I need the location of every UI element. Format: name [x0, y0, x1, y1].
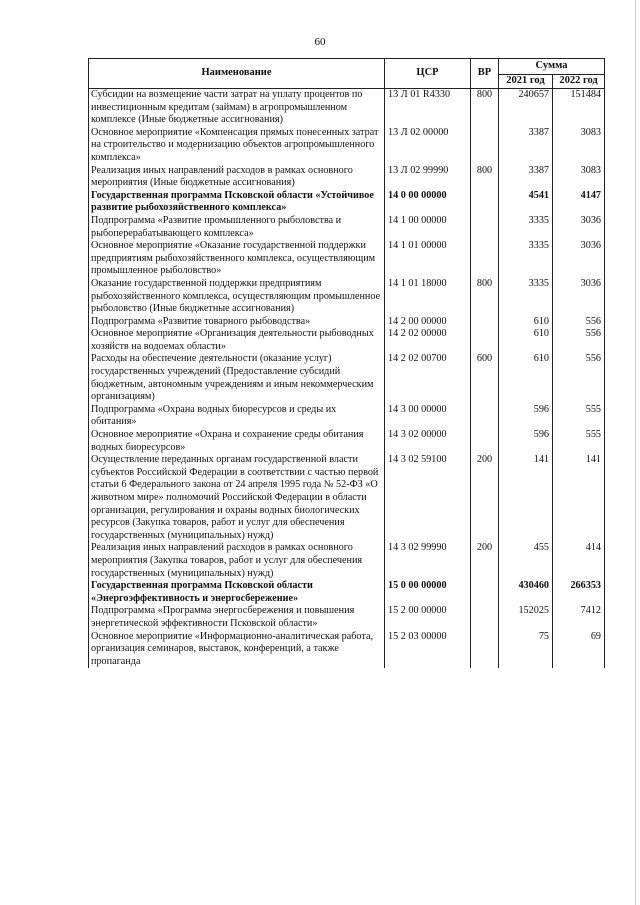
row-vr: 800 [471, 165, 499, 190]
table-row [89, 240, 605, 278]
row-name: Оказание государственной поддержки предприятиям рыбохозяйственного комплекса, осуществляющим промышленное рыболовство (Иные бюджетные ассигнования) [89, 278, 385, 316]
header-vr: ВР [471, 59, 499, 89]
row-sum-2022: 414 [553, 542, 605, 580]
row-sum-2022: 4147 [553, 190, 605, 215]
row-sum-2021: 430460 [499, 580, 553, 605]
row-sum-2021: 4541 [499, 190, 553, 215]
row-name: Государственная программа Псковской области «Устойчивое развитие рыбохозяйственного комплекса» [89, 190, 385, 215]
row-name: Реализация иных направлений расходов в рамках основного мероприятия (Иные бюджетные ассигнования) [89, 165, 385, 190]
table-row [89, 605, 605, 630]
row-csr: 15 0 00 00000 [385, 580, 471, 605]
row-vr: 800 [471, 278, 499, 316]
table-row [89, 328, 605, 353]
row-vr [471, 316, 499, 329]
row-csr: 13 Л 02 00000 [385, 127, 471, 165]
row-sum-2021: 3335 [499, 215, 553, 240]
row-name: Основное мероприятие «Компенсация прямых понесенных затрат на строительство и модернизацию объектов агропромышленного комплекса» [89, 127, 385, 165]
row-sum-2022: 3083 [553, 127, 605, 165]
row-csr: 13 Л 02 99990 [385, 165, 471, 190]
table-body [89, 89, 605, 669]
table-row [89, 165, 605, 190]
row-sum-2021: 3335 [499, 278, 553, 316]
row-sum-2022: 3036 [553, 215, 605, 240]
table-row [89, 429, 605, 454]
row-sum-2021: 3387 [499, 127, 553, 165]
row-vr [471, 328, 499, 353]
table-row [89, 353, 605, 403]
row-sum-2022: 141 [553, 454, 605, 542]
table-row [89, 127, 605, 165]
header-year-2022: 2022 год [553, 75, 605, 89]
row-csr: 14 0 00 00000 [385, 190, 471, 215]
header-csr: ЦСР [385, 59, 471, 89]
row-vr [471, 127, 499, 165]
row-vr [471, 631, 499, 669]
row-name: Расходы на обеспечение деятельности (оказание услуг) государственных учреждений (Предоставление субсидий бюджетным, автономным учреждениям и иным некоммерческим организациям) [89, 353, 385, 403]
row-csr: 14 3 02 99990 [385, 542, 471, 580]
row-name: Основное мероприятие «Оказание государственной поддержки предприятиям рыбохозяйственного комплекса, осуществляющим промышленное рыболовство» [89, 240, 385, 278]
row-sum-2021: 152025 [499, 605, 553, 630]
row-csr: 14 3 02 59100 [385, 454, 471, 542]
row-sum-2022: 69 [553, 631, 605, 669]
row-csr: 14 1 00 00000 [385, 215, 471, 240]
row-csr: 14 3 02 00000 [385, 429, 471, 454]
row-sum-2021: 455 [499, 542, 553, 580]
row-sum-2022: 556 [553, 316, 605, 329]
row-vr: 200 [471, 542, 499, 580]
page-edge-line [635, 0, 636, 905]
row-vr: 600 [471, 353, 499, 403]
row-csr: 15 2 03 00000 [385, 631, 471, 669]
row-name: Государственная программа Псковской области «Энергоэффективность и энергосбережение» [89, 580, 385, 605]
table-row [89, 215, 605, 240]
row-csr: 13 Л 01 R4330 [385, 89, 471, 127]
table-row [89, 278, 605, 316]
table-row [89, 404, 605, 429]
table-row [89, 454, 605, 542]
row-sum-2022: 556 [553, 353, 605, 403]
row-csr: 14 2 02 00700 [385, 353, 471, 403]
row-sum-2022: 555 [553, 404, 605, 429]
row-sum-2022: 555 [553, 429, 605, 454]
table-row [89, 316, 605, 329]
header-sum: Сумма [499, 59, 605, 75]
row-name: Основное мероприятие «Организация деятельности рыбоводных хозяйств на водоемах области» [89, 328, 385, 353]
row-sum-2021: 3387 [499, 165, 553, 190]
row-sum-2022: 266353 [553, 580, 605, 605]
row-sum-2022: 3036 [553, 240, 605, 278]
row-sum-2021: 610 [499, 316, 553, 329]
row-vr [471, 580, 499, 605]
row-name: Подпрограмма «Охрана водных биоресурсов и среды их обитания» [89, 404, 385, 429]
header-name: Наименование [89, 59, 385, 89]
row-sum-2022: 3036 [553, 278, 605, 316]
row-name: Подпрограмма «Развитие товарного рыбоводства» [89, 316, 385, 329]
row-sum-2022: 7412 [553, 605, 605, 630]
row-name: Подпрограмма «Развитие промышленного рыболовства и рыбоперерабатывающего комплекса» [89, 215, 385, 240]
row-name: Осуществление переданных органам государственной власти субъектов Российской Федерации в соответствии с частью первой статьи 6 Федерального закона от 24 апреля 1995 года № 52-ФЗ «О животном мире» полномочий Российской Федерации в области организации, регулирования и охраны водных биологических ресурсов (Закупка товаров, работ и услуг для обеспечения государственных (муниципальных) нужд) [89, 454, 385, 542]
row-sum-2021: 240657 [499, 89, 553, 127]
row-name: Подпрограмма «Программа энергосбережения и повышения энергетической эффективности Псковской области» [89, 605, 385, 630]
row-vr [471, 190, 499, 215]
row-sum-2021: 3335 [499, 240, 553, 278]
row-csr: 14 1 01 00000 [385, 240, 471, 278]
page-number: 60 [314, 36, 326, 48]
row-vr [471, 240, 499, 278]
row-csr: 14 2 02 00000 [385, 328, 471, 353]
row-sum-2021: 596 [499, 404, 553, 429]
table-row-program [89, 190, 605, 215]
row-vr [471, 605, 499, 630]
budget-table [88, 58, 605, 668]
row-name: Реализация иных направлений расходов в рамках основного мероприятия (Закупка товаров, работ и услуг для обеспечения государственных (муниципальных) нужд) [89, 542, 385, 580]
row-vr [471, 429, 499, 454]
row-sum-2021: 596 [499, 429, 553, 454]
row-sum-2021: 610 [499, 328, 553, 353]
row-vr [471, 215, 499, 240]
row-vr: 800 [471, 89, 499, 127]
row-sum-2022: 556 [553, 328, 605, 353]
row-sum-2021: 75 [499, 631, 553, 669]
row-sum-2021: 610 [499, 353, 553, 403]
row-sum-2022: 151484 [553, 89, 605, 127]
table-row-program [89, 580, 605, 605]
row-name: Основное мероприятие «Охрана и сохранение среды обитания водных биоресурсов» [89, 429, 385, 454]
table-row [89, 631, 605, 669]
header-year-2021: 2021 год [499, 75, 553, 89]
row-name: Основное мероприятие «Информационно-аналитическая работа, организация семинаров, выставок, конференций, а также пропаганда [89, 631, 385, 669]
row-vr: 200 [471, 454, 499, 542]
row-csr: 14 2 00 00000 [385, 316, 471, 329]
row-csr: 14 1 01 18000 [385, 278, 471, 316]
row-name: Субсидии на возмещение части затрат на уплату процентов по инвестиционным кредитам (займам) в агропромышленном комплексе (Иные бюджетные ассигнования) [89, 89, 385, 127]
row-vr [471, 404, 499, 429]
row-sum-2022: 3083 [553, 165, 605, 190]
table-row [89, 542, 605, 580]
row-csr: 14 3 00 00000 [385, 404, 471, 429]
table-row [89, 89, 605, 127]
row-csr: 15 2 00 00000 [385, 605, 471, 630]
row-sum-2021: 141 [499, 454, 553, 542]
